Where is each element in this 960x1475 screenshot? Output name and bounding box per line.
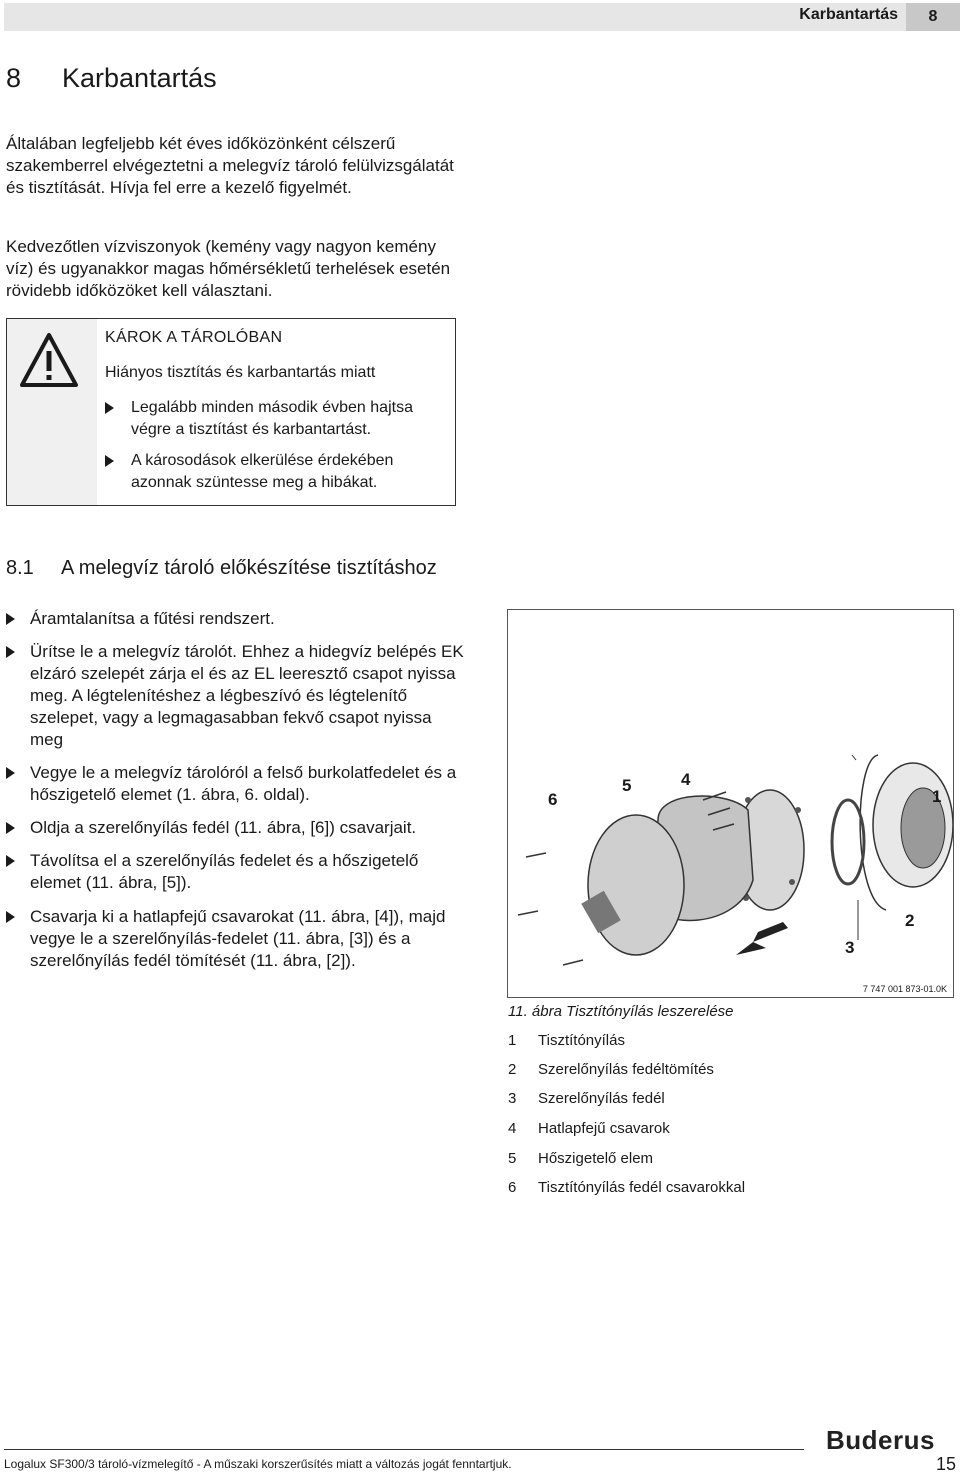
warning-triangle-icon	[18, 331, 80, 389]
legend-text: Tisztítónyílás fedél csavarokkal	[538, 1179, 746, 1196]
step-item	[6, 641, 468, 751]
bullet-arrow-icon	[6, 646, 15, 658]
warning-item	[105, 450, 450, 494]
footer-text: Logalux SF300/3 tároló-vízmelegítő - A műszaki korszerűsítés miatt a változás jogát fenntartjuk.	[4, 1457, 512, 1471]
step-text: Ürítse le a melegvíz tárolót. Ehhez a hidegvíz belépés EK elzáró szelepét zárja el és az EL leeresztő csapot nyissa meg. A légtelenítéshez a légbeszívó és légtelenítő szelepet, vagy a legmagasabban fekvő csapot nyissa meg	[30, 642, 464, 749]
legend-number: 5	[508, 1150, 517, 1167]
warning-title: KÁROK A TÁROLÓBAN	[105, 329, 283, 346]
brand-logo: Buderus	[826, 1425, 935, 1455]
legend-text: Tisztítónyílás	[538, 1032, 625, 1049]
figure-label: 4	[681, 770, 691, 789]
section-number: 8.1	[6, 557, 34, 579]
chapter-number: 8	[6, 63, 22, 93]
legend-number: 6	[508, 1179, 517, 1196]
legend-number: 3	[508, 1090, 517, 1107]
step-item	[6, 817, 468, 839]
step-text: Oldja a szerelőnyílás fedél (11. ábra, [6]) csavarjait.	[30, 818, 417, 837]
bullet-arrow-icon	[6, 767, 15, 779]
figure-cleaning-opening	[507, 609, 954, 998]
step-text: Távolítsa el a szerelőnyílás fedelet és a hőszigetelő elemet (11. ábra, [5]).	[30, 851, 419, 892]
legend-number: 1	[508, 1032, 517, 1049]
bullet-arrow-icon	[6, 613, 15, 625]
legend-text: Hőszigetelő elem	[538, 1150, 654, 1167]
intro-paragraph-1: Általában legfeljebb két éves időközönként célszerű szakemberrel elvégeztetni a melegvíz tároló felülvizsgálatát és tisztítását. Hívja fel erre a kezelő figyelmét.	[6, 134, 454, 197]
footer-divider	[4, 1449, 804, 1450]
step-item	[6, 762, 468, 806]
chapter-title: Karbantartás	[62, 63, 217, 93]
intro-paragraph-2: Kedvezőtlen vízviszonyok (kemény vagy nagyon kemény víz) és ugyanakkor magas hőmérsékletű terhelések esetén rövidebb időközöket kell választani.	[6, 237, 451, 300]
legend-text: Szerelőnyílás fedéltömítés	[538, 1061, 714, 1078]
legend-text: Hatlapfejű csavarok	[538, 1120, 670, 1137]
bullet-arrow-icon	[6, 855, 15, 867]
step-text: Csavarja ki a hatlapfejű csavarokat (11. ábra, [4]), majd vegye le a szerelőnyílás-fedelet (11. ábra, [3]) és a szerelőnyílás fedél tömítését (11. ábra, [2]).	[30, 907, 446, 970]
page-number: 15	[935, 1454, 956, 1474]
figure-code: 7 747 001 873-01.0K	[862, 984, 947, 994]
section-title: A melegvíz tároló előkészítése tisztításhoz	[61, 557, 437, 579]
warning-icon-panel	[7, 319, 97, 505]
warning-item	[105, 397, 450, 441]
figure-label: 6	[548, 790, 558, 809]
legend-number: 2	[508, 1061, 517, 1078]
bullet-arrow-icon	[6, 822, 15, 834]
step-item	[6, 850, 468, 894]
warning-box	[6, 318, 456, 506]
figure-label: 5	[622, 776, 632, 795]
step-item	[6, 906, 468, 972]
figure-label: 1	[932, 787, 942, 806]
legend-text: Szerelőnyílás fedél	[538, 1090, 665, 1107]
bullet-arrow-icon	[6, 911, 15, 923]
warning-item-text: A károsodások elkerülése érdekében azonnak szüntesse meg a hibákat.	[131, 452, 394, 491]
bullet-arrow-icon	[105, 402, 114, 414]
step-text: Vegye le a melegvíz tárolóról a felső burkolatfedelet és a hőszigetelő elemet (1. ábra, 6. oldal).	[30, 763, 457, 804]
header-title: Karbantartás	[799, 6, 898, 23]
warning-item-text: Legalább minden második évben hajtsa végre a tisztítást és karbantartást.	[131, 399, 413, 438]
figure-caption: 11. ábra Tisztítónyílás leszerelése	[508, 1003, 734, 1020]
figure-label: 2	[905, 911, 915, 930]
bullet-arrow-icon	[105, 455, 114, 467]
step-text: Áramtalanítsa a fűtési rendszert.	[30, 609, 275, 628]
exploded-view-illustration	[508, 610, 953, 997]
warning-subtitle: Hiányos tisztítás és karbantartás miatt	[105, 364, 376, 381]
figure-label: 3	[845, 938, 855, 957]
step-item	[6, 608, 468, 630]
legend-number: 4	[508, 1120, 517, 1137]
header-chapter-number: 8	[906, 3, 960, 31]
